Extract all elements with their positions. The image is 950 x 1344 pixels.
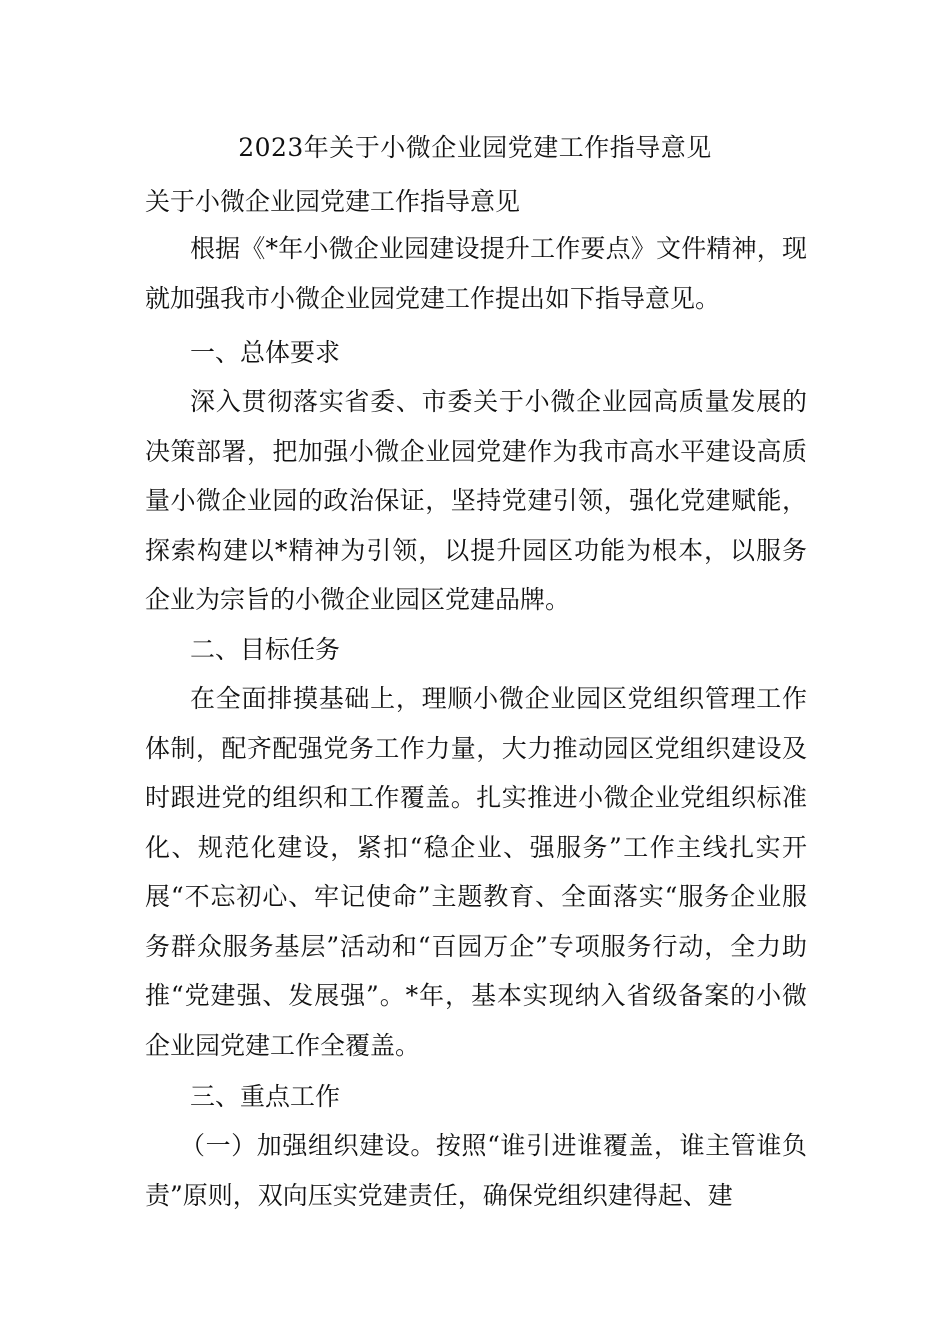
document-subtitle: 关于小微企业园党建工作指导意见 — [145, 187, 521, 216]
section-paragraph-target-tasks: 在全面排摸基础上，理顺小微企业园区党组织管理工作体制，配齐配强党务工作力量，大力推动园区党组织建设及时跟进党的组织和工作覆盖。扎实推进小微企业党组织标准化、规范化建设，紧扣“稳企业、强服务”工作主线扎实开展“不忘初心、牢记使命”主题教育、全面落实“服务企业服务群众服务基层”活动和“百园万企”专项服务行动，全力助推“党建强、发展强”。*年，基本实现纳入省级备案的小微企业园党建工作全覆盖。 — [145, 684, 807, 1060]
document-title: 2023年关于小微企业园党建工作指导意见 — [238, 133, 712, 162]
section-heading-target-tasks: 二、目标任务 — [190, 635, 341, 664]
section-paragraph-general-requirements: 深入贯彻落实省委、市委关于小微企业园高质量发展的决策部署，把加强小微企业园党建作为我市高水平建设高质量小微企业园的政治保证，坚持党建引领，强化党建赋能，探索构建以*精神为引领，以提升园区功能为根本，以服务企业为宗旨的小微企业园区党建品牌。 — [145, 387, 807, 614]
section-heading-general-requirements: 一、总体要求 — [190, 338, 341, 367]
intro-paragraph: 根据《*年小微企业园建设提升工作要点》文件精神，现就加强我市小微企业园党建工作提出如下指导意见。 — [145, 234, 807, 313]
section-heading-key-work: 三、重点工作 — [190, 1082, 341, 1111]
section-paragraph-key-work: （一）加强组织建设。按照“谁引进谁覆盖，谁主管谁负责”原则，双向压实党建责任，确保党组织建得起、建 — [145, 1131, 807, 1210]
